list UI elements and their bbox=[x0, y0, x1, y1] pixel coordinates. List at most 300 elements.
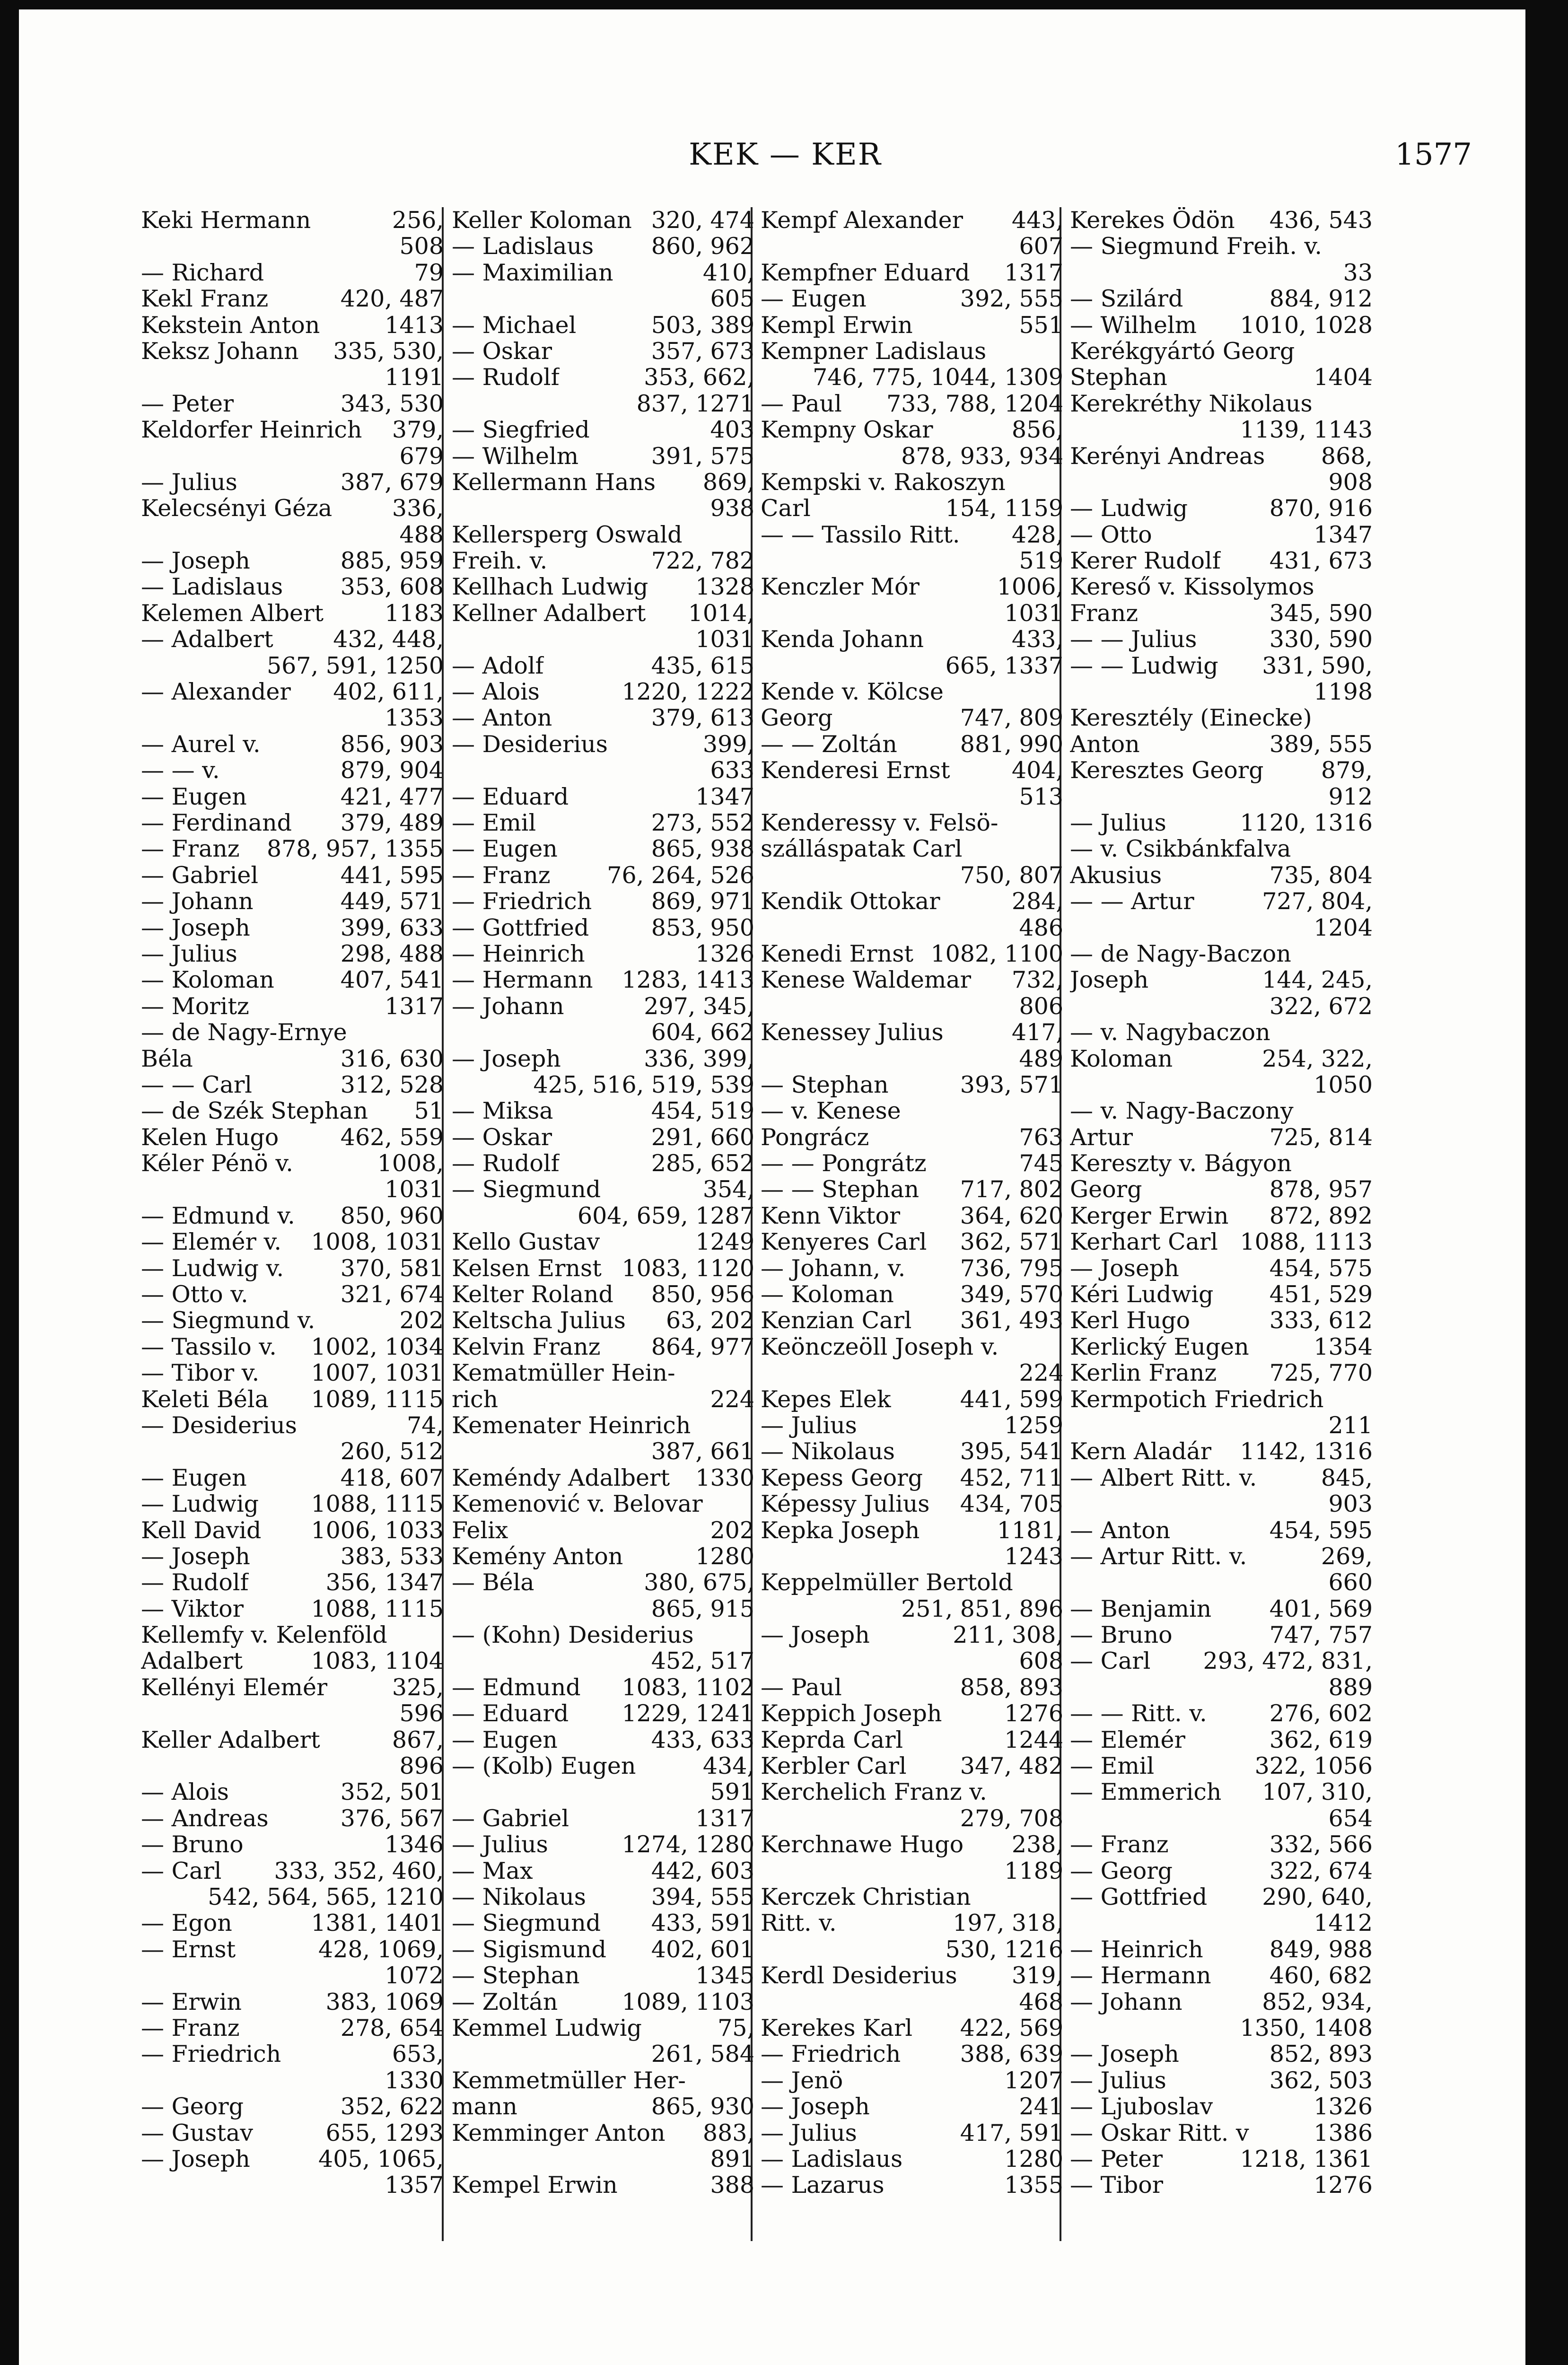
index-entry bbox=[141, 1203, 444, 1229]
index-entry bbox=[761, 810, 1063, 836]
entry-pages: 1274, 1280 bbox=[622, 1831, 754, 1858]
entry-name: Kelen Hugo bbox=[141, 1124, 279, 1151]
entry-pages: 891 bbox=[710, 2145, 754, 2172]
index-entry bbox=[761, 417, 1063, 443]
index-entry bbox=[1070, 1884, 1373, 1910]
entry-name: — Szilárd bbox=[1070, 286, 1183, 312]
entry-name: Kenessey Julius bbox=[761, 1019, 944, 1046]
entry-name: Kerger Erwin bbox=[1070, 1202, 1229, 1229]
entry-pages: 291, 660 bbox=[651, 1123, 754, 1151]
entry-pages: 107, 310, bbox=[1262, 1778, 1373, 1806]
index-entry bbox=[452, 836, 754, 862]
index-entry bbox=[452, 1674, 754, 1700]
entry-pages: 868, bbox=[1321, 442, 1373, 470]
entry-name: Kerczek Christian bbox=[761, 1884, 971, 1910]
entry-name: Kell David bbox=[141, 1517, 262, 1543]
index-entry bbox=[761, 967, 1063, 993]
index-entry bbox=[761, 260, 1063, 286]
index-entry bbox=[452, 2146, 754, 2172]
index-entry bbox=[1070, 286, 1373, 312]
index-entry bbox=[1070, 1203, 1373, 1229]
entry-name: Anton bbox=[1070, 731, 1140, 758]
index-entry bbox=[761, 836, 1063, 862]
index-entry bbox=[141, 1753, 444, 1779]
entry-name: Kello Gustav bbox=[452, 1229, 600, 1255]
entry-pages: 872, 892 bbox=[1269, 1202, 1373, 1229]
index-entry bbox=[1070, 417, 1373, 443]
entry-name: Kendik Ottokar bbox=[761, 888, 940, 915]
entry-name: Kemmel Ludwig bbox=[452, 2015, 642, 2041]
entry-name: Kekl Franz bbox=[141, 286, 269, 312]
index-entry bbox=[761, 915, 1063, 941]
entry-pages: 607 bbox=[1019, 233, 1063, 260]
entry-name: — v. Csikbánkfalva bbox=[1070, 836, 1291, 862]
index-entry bbox=[1070, 993, 1373, 1019]
entry-pages: 878, 957 bbox=[1269, 1176, 1373, 1203]
entry-pages: 591 bbox=[710, 1778, 754, 1806]
index-entry bbox=[761, 784, 1063, 810]
entry-pages: 202 bbox=[399, 1307, 444, 1334]
index-entry bbox=[141, 338, 444, 364]
entry-name: — Bruno bbox=[1070, 1622, 1173, 1648]
index-column-2 bbox=[452, 207, 754, 2199]
entry-pages: 1280 bbox=[1004, 2145, 1063, 2172]
index-entry bbox=[452, 1307, 754, 1333]
entry-name: Kelsen Ernst bbox=[452, 1255, 602, 1282]
entry-name: — Joseph bbox=[1070, 2041, 1179, 2067]
index-entry bbox=[1070, 1281, 1373, 1307]
index-entry bbox=[761, 600, 1063, 626]
index-entry bbox=[141, 1229, 444, 1255]
entry-name: — Julius bbox=[141, 469, 237, 496]
index-entry bbox=[761, 626, 1063, 652]
entry-pages: 488 bbox=[399, 521, 444, 548]
entry-pages: 428, bbox=[1011, 521, 1063, 548]
entry-name: Adalbert bbox=[141, 1648, 243, 1674]
index-entry bbox=[452, 1229, 754, 1255]
index-entry bbox=[1070, 1910, 1373, 1936]
entry-pages: 1008, bbox=[377, 1150, 444, 1177]
entry-name: — Peter bbox=[141, 390, 234, 417]
entry-name: — Eugen bbox=[452, 836, 558, 862]
entry-name: Ritt. v. bbox=[761, 1910, 837, 1936]
entry-pages: 1088, 1115 bbox=[311, 1490, 444, 1518]
index-entry bbox=[1070, 1046, 1373, 1072]
entry-pages: 567, 591, 1250 bbox=[266, 652, 444, 679]
index-entry bbox=[1070, 1438, 1373, 1464]
entry-name: — Hermann bbox=[452, 967, 593, 993]
entry-pages: 542, 564, 565, 1210 bbox=[208, 1883, 444, 1910]
entry-pages: 399, bbox=[702, 730, 754, 758]
index-entry bbox=[452, 993, 754, 1019]
index-entry bbox=[452, 1989, 754, 2015]
entry-pages: 325, bbox=[392, 1673, 444, 1701]
entry-name: Akusius bbox=[1070, 862, 1162, 889]
entry-name: — Julius bbox=[1070, 2067, 1166, 2094]
entry-pages: 1346 bbox=[385, 1831, 444, 1858]
entry-pages: 1183 bbox=[385, 599, 444, 627]
index-entry bbox=[452, 1360, 754, 1386]
index-entry bbox=[141, 862, 444, 888]
entry-pages: 405, 1065, bbox=[318, 2145, 444, 2172]
index-entry bbox=[141, 993, 444, 1019]
entry-name: — v. Kenese bbox=[761, 1098, 901, 1124]
index-entry bbox=[141, 1360, 444, 1386]
entry-pages: 417, bbox=[1011, 1019, 1063, 1046]
entry-name: — Ladislaus bbox=[452, 233, 594, 260]
entry-pages: 1243 bbox=[1004, 1542, 1063, 1570]
entry-pages: 679 bbox=[399, 442, 444, 470]
entry-pages: 1207 bbox=[1004, 2067, 1063, 2094]
index-entry bbox=[452, 2120, 754, 2146]
index-entry bbox=[141, 1779, 444, 1805]
entry-name: — — Ludwig bbox=[1070, 652, 1218, 679]
entry-pages: 387, 661 bbox=[651, 1438, 754, 1465]
entry-pages: 436, 543 bbox=[1269, 207, 1373, 234]
entry-pages: 879, 904 bbox=[340, 757, 444, 784]
entry-name: Kellermann Hans bbox=[452, 469, 656, 496]
entry-pages: 1249 bbox=[695, 1228, 754, 1256]
entry-pages: 1089, 1103 bbox=[622, 1988, 754, 2015]
entry-name: — Hermann bbox=[1070, 1962, 1211, 1989]
entry-pages: 732, bbox=[1011, 966, 1063, 994]
entry-pages: 322, 1056 bbox=[1254, 1752, 1373, 1780]
entry-pages: 197, 318, bbox=[953, 1910, 1063, 1937]
index-entry bbox=[141, 1098, 444, 1124]
index-entry bbox=[1070, 1360, 1373, 1386]
entry-name: Kemmetmüller Her- bbox=[452, 2067, 686, 2094]
entry-pages bbox=[1060, 469, 1063, 495]
index-entry bbox=[452, 548, 754, 574]
entry-name: — Siegmund v. bbox=[141, 1307, 315, 1334]
index-entry bbox=[452, 862, 754, 888]
entry-name: — Johann bbox=[1070, 1988, 1183, 2015]
index-entry bbox=[452, 2172, 754, 2198]
index-entry bbox=[452, 784, 754, 810]
entry-pages: 870, 916 bbox=[1269, 495, 1373, 522]
index-entry bbox=[141, 2146, 444, 2172]
entry-pages bbox=[1060, 1779, 1063, 1805]
index-entry bbox=[141, 1596, 444, 1622]
entry-pages: 256, bbox=[392, 207, 444, 234]
entry-pages: 449, 571 bbox=[340, 888, 444, 915]
entry-pages: 1088, 1113 bbox=[1240, 1228, 1373, 1256]
entry-pages: 1220, 1222 bbox=[622, 678, 754, 706]
entry-name: — Gabriel bbox=[452, 1805, 569, 1832]
entry-name: mann bbox=[452, 2093, 517, 2120]
index-entry bbox=[761, 1674, 1063, 1700]
entry-name: Keller Adalbert bbox=[141, 1726, 320, 1753]
entry-pages: 202 bbox=[710, 1516, 754, 1544]
entry-pages bbox=[1060, 836, 1063, 862]
index-entry bbox=[141, 600, 444, 626]
index-entry bbox=[761, 941, 1063, 967]
index-entry bbox=[452, 469, 754, 495]
entry-pages: 747, 757 bbox=[1269, 1621, 1373, 1649]
index-entry bbox=[1070, 1962, 1373, 1988]
entry-name: Joseph bbox=[1070, 967, 1149, 993]
entry-pages: 241 bbox=[1019, 2093, 1063, 2120]
index-entry bbox=[141, 2120, 444, 2146]
entry-pages: 76, 264, 526 bbox=[607, 861, 754, 889]
index-entry bbox=[141, 1334, 444, 1360]
index-entry bbox=[1070, 2146, 1373, 2172]
entry-pages: 1317 bbox=[695, 1804, 754, 1832]
entry-name: — Koloman bbox=[141, 967, 274, 993]
index-entry bbox=[452, 2015, 754, 2041]
index-entry bbox=[761, 1989, 1063, 2015]
entry-name: — Maximilian bbox=[452, 259, 613, 286]
entry-pages: 392, 555 bbox=[960, 285, 1063, 313]
entry-pages: 903 bbox=[1328, 1490, 1373, 1518]
entry-pages bbox=[1060, 338, 1063, 364]
entry-pages: 362, 503 bbox=[1269, 2067, 1373, 2094]
index-entry bbox=[1070, 2041, 1373, 2067]
index-entry bbox=[141, 810, 444, 836]
index-entry bbox=[452, 364, 754, 390]
entry-pages: 1283, 1413 bbox=[622, 966, 754, 994]
entry-name: — Julius bbox=[141, 940, 237, 967]
entry-pages: 316, 630 bbox=[340, 1045, 444, 1072]
entry-pages: 1350, 1408 bbox=[1240, 2014, 1373, 2041]
index-entry bbox=[141, 469, 444, 495]
index-entry bbox=[1070, 207, 1373, 233]
entry-pages: 1259 bbox=[1004, 1411, 1063, 1439]
entry-name: Keresztes Georg bbox=[1070, 757, 1264, 784]
entry-pages: 867, bbox=[392, 1726, 444, 1753]
index-entry bbox=[452, 1491, 754, 1517]
entry-name: — Heinrich bbox=[1070, 1936, 1203, 1963]
entry-pages: 1006, bbox=[997, 573, 1063, 601]
index-entry bbox=[1070, 260, 1373, 286]
index-entry bbox=[141, 2172, 444, 2198]
index-entry bbox=[452, 1150, 754, 1176]
entry-name: — Gottfried bbox=[1070, 1884, 1208, 1910]
index-entry bbox=[452, 1072, 754, 1098]
entry-name: — Adolf bbox=[452, 652, 544, 679]
index-entry bbox=[452, 1465, 754, 1491]
index-entry bbox=[761, 1229, 1063, 1255]
entry-pages: 889 bbox=[1328, 1673, 1373, 1701]
entry-name: Keki Hermann bbox=[141, 207, 311, 234]
index-entry bbox=[1070, 1307, 1373, 1333]
entry-name: — Joseph bbox=[141, 1543, 250, 1570]
index-entry bbox=[141, 731, 444, 757]
entry-name: — Oskar Ritt. v bbox=[1070, 2120, 1249, 2146]
entry-name: Carl bbox=[761, 495, 811, 522]
index-entry bbox=[141, 888, 444, 914]
entry-pages: 391, 575 bbox=[651, 442, 754, 470]
entry-pages: 395, 541 bbox=[960, 1438, 1063, 1465]
entry-name: — Joseph bbox=[452, 1045, 561, 1072]
index-entry bbox=[761, 2041, 1063, 2067]
index-entry bbox=[761, 1150, 1063, 1176]
index-entry bbox=[1070, 600, 1373, 626]
index-entry bbox=[452, 1779, 754, 1805]
index-entry bbox=[761, 1465, 1063, 1491]
index-entry bbox=[1070, 1098, 1373, 1124]
entry-name: — Béla bbox=[452, 1569, 534, 1596]
entry-name: Kenderesi Ernst bbox=[761, 757, 950, 784]
index-entry bbox=[761, 2015, 1063, 2041]
entry-name: Kerbler Carl bbox=[761, 1753, 907, 1779]
entry-pages: 869, bbox=[702, 468, 754, 496]
entry-name: — Andreas bbox=[141, 1805, 269, 1832]
index-entry bbox=[141, 1910, 444, 1936]
entry-pages: 75, bbox=[718, 2014, 754, 2041]
entry-name: Keprda Carl bbox=[761, 1726, 903, 1753]
entry-name: Keresztély (Einecke) bbox=[1070, 705, 1312, 731]
entry-pages: 608 bbox=[1019, 1647, 1063, 1675]
entry-pages: 441, 599 bbox=[960, 1385, 1063, 1413]
entry-pages: 883, bbox=[702, 2119, 754, 2146]
entry-name: — — Artur bbox=[1070, 888, 1194, 915]
index-entry bbox=[141, 1674, 444, 1700]
index-entry bbox=[1070, 233, 1373, 259]
entry-pages: 451, 529 bbox=[1269, 1281, 1373, 1308]
index-entry bbox=[761, 1884, 1063, 1910]
entry-name: — (Kohn) Desiderius bbox=[452, 1622, 694, 1648]
index-entry bbox=[1070, 1229, 1373, 1255]
index-entry bbox=[1070, 915, 1373, 941]
entry-pages: 1142, 1316 bbox=[1240, 1438, 1373, 1465]
entry-name: — Eugen bbox=[761, 286, 867, 312]
index-entry bbox=[761, 1779, 1063, 1805]
entry-pages: 1280 bbox=[695, 1542, 754, 1570]
entry-name: Kerer Rudolf bbox=[1070, 548, 1221, 574]
entry-pages: 725, 814 bbox=[1269, 1123, 1373, 1151]
index-entry bbox=[141, 1307, 444, 1333]
entry-pages: 460, 682 bbox=[1269, 1962, 1373, 1989]
index-entry bbox=[1070, 1674, 1373, 1700]
entry-name: — Peter bbox=[1070, 2146, 1163, 2172]
entry-pages: 747, 809 bbox=[960, 704, 1063, 732]
entry-pages: 394, 555 bbox=[651, 1883, 754, 1910]
entry-name: Georg bbox=[1070, 1176, 1142, 1203]
entry-pages: 380, 675, bbox=[644, 1569, 754, 1596]
entry-name: — Aurel v. bbox=[141, 731, 261, 758]
entry-pages: 503, 389 bbox=[651, 311, 754, 339]
entry-pages: 486 bbox=[1019, 914, 1063, 941]
index-entry bbox=[141, 1412, 444, 1438]
entry-name: — Desiderius bbox=[141, 1412, 297, 1439]
index-entry bbox=[1070, 1517, 1373, 1543]
index-entry bbox=[1070, 391, 1373, 417]
entry-name: — Emil bbox=[452, 809, 536, 836]
index-entry bbox=[761, 548, 1063, 574]
index-entry bbox=[761, 1727, 1063, 1753]
entry-name: Kerekes Ödön bbox=[1070, 207, 1235, 234]
entry-pages: 356, 1347 bbox=[325, 1569, 444, 1596]
entry-pages bbox=[1060, 1334, 1063, 1360]
page-header bbox=[19, 137, 1551, 184]
entry-name: Kerlický Eugen bbox=[1070, 1333, 1249, 1360]
entry-pages: 736, 795 bbox=[960, 1254, 1063, 1282]
entry-name: Koloman bbox=[1070, 1045, 1173, 1072]
entry-pages: 806 bbox=[1019, 992, 1063, 1020]
index-entry bbox=[141, 1019, 444, 1045]
entry-pages: 452, 711 bbox=[960, 1464, 1063, 1491]
entry-name: Keldorfer Heinrich bbox=[141, 417, 362, 443]
entry-pages: 1198 bbox=[1314, 678, 1373, 706]
entry-pages: 352, 622 bbox=[340, 2093, 444, 2120]
entry-name: — Siegmund Freih. v. bbox=[1070, 233, 1322, 260]
index-entry bbox=[141, 1936, 444, 1962]
entry-pages: 1347 bbox=[695, 783, 754, 810]
entry-name: — Edmund v. bbox=[141, 1202, 295, 1229]
entry-name: Kerchelich Franz v. bbox=[761, 1779, 987, 1805]
index-entry bbox=[761, 1569, 1063, 1595]
entry-name: — v. Nagy-Baczony bbox=[1070, 1098, 1294, 1124]
index-entry bbox=[761, 1962, 1063, 1988]
index-entry bbox=[1070, 2172, 1373, 2198]
entry-name: Keller Koloman bbox=[452, 207, 632, 234]
entry-name: Kelecsényi Géza bbox=[141, 495, 333, 522]
entry-pages bbox=[1369, 941, 1373, 967]
index-entry bbox=[1070, 2093, 1373, 2120]
entry-name: — Franz bbox=[1070, 1831, 1169, 1858]
entry-name: — Joseph bbox=[1070, 1255, 1179, 1282]
entry-pages: 1412 bbox=[1314, 1910, 1373, 1937]
entry-pages: 864, 977 bbox=[651, 1333, 754, 1360]
entry-pages: 878, 957, 1355 bbox=[266, 835, 444, 863]
index-entry bbox=[141, 417, 444, 443]
entry-pages: 1014, bbox=[688, 599, 754, 627]
entry-name: — de Szék Stephan bbox=[141, 1098, 368, 1124]
index-entry bbox=[452, 2041, 754, 2067]
entry-name: — Eugen bbox=[141, 783, 247, 810]
entry-name: — Eduard bbox=[452, 1700, 569, 1727]
index-entry bbox=[761, 312, 1063, 338]
entry-name: — Ludwig bbox=[141, 1491, 259, 1517]
entry-pages bbox=[1369, 1098, 1373, 1124]
entry-name: — Emmerich bbox=[1070, 1779, 1222, 1805]
entry-pages: 211 bbox=[1328, 1411, 1373, 1439]
entry-name: Kempfner Eduard bbox=[761, 259, 970, 286]
entry-name: — Siegfried bbox=[452, 417, 590, 443]
entry-pages: 452, 517 bbox=[651, 1647, 754, 1675]
entry-name: — Ernst bbox=[141, 1936, 236, 1963]
entry-name: — Joseph bbox=[761, 1622, 870, 1648]
index-entry bbox=[141, 967, 444, 993]
entry-name: — Viktor bbox=[141, 1595, 244, 1622]
entry-pages: 725, 770 bbox=[1269, 1359, 1373, 1387]
entry-pages: 322, 674 bbox=[1269, 1857, 1373, 1884]
entry-name: Kepka Joseph bbox=[761, 1517, 920, 1543]
entry-pages: 74, bbox=[407, 1411, 444, 1439]
entry-pages: 284, bbox=[1011, 888, 1063, 915]
entry-name: Kende v. Kölcse bbox=[761, 679, 944, 705]
entry-pages: 860, 962 bbox=[651, 233, 754, 260]
index-entry bbox=[452, 1910, 754, 1936]
entry-name: — Georg bbox=[1070, 1857, 1173, 1884]
entry-pages: 878, 933, 934 bbox=[901, 442, 1063, 470]
entry-name: Kemminger Anton bbox=[452, 2120, 666, 2146]
entry-name: — Rudolf bbox=[452, 1150, 560, 1177]
entry-pages: 379, 613 bbox=[651, 704, 754, 732]
index-entry bbox=[141, 1517, 444, 1543]
entry-name: — Franz bbox=[141, 2015, 240, 2041]
entry-pages: 1204 bbox=[1314, 914, 1373, 941]
entry-pages: 336, 399, bbox=[644, 1045, 754, 1072]
index-entry bbox=[141, 1176, 444, 1202]
entry-name: — Erwin bbox=[141, 1988, 242, 2015]
entry-pages: 410, bbox=[702, 259, 754, 286]
entry-pages: 1328 bbox=[695, 573, 754, 601]
index-entry bbox=[1070, 1622, 1373, 1648]
index-entry bbox=[761, 1831, 1063, 1857]
entry-name: — Wilhelm bbox=[1070, 312, 1197, 338]
